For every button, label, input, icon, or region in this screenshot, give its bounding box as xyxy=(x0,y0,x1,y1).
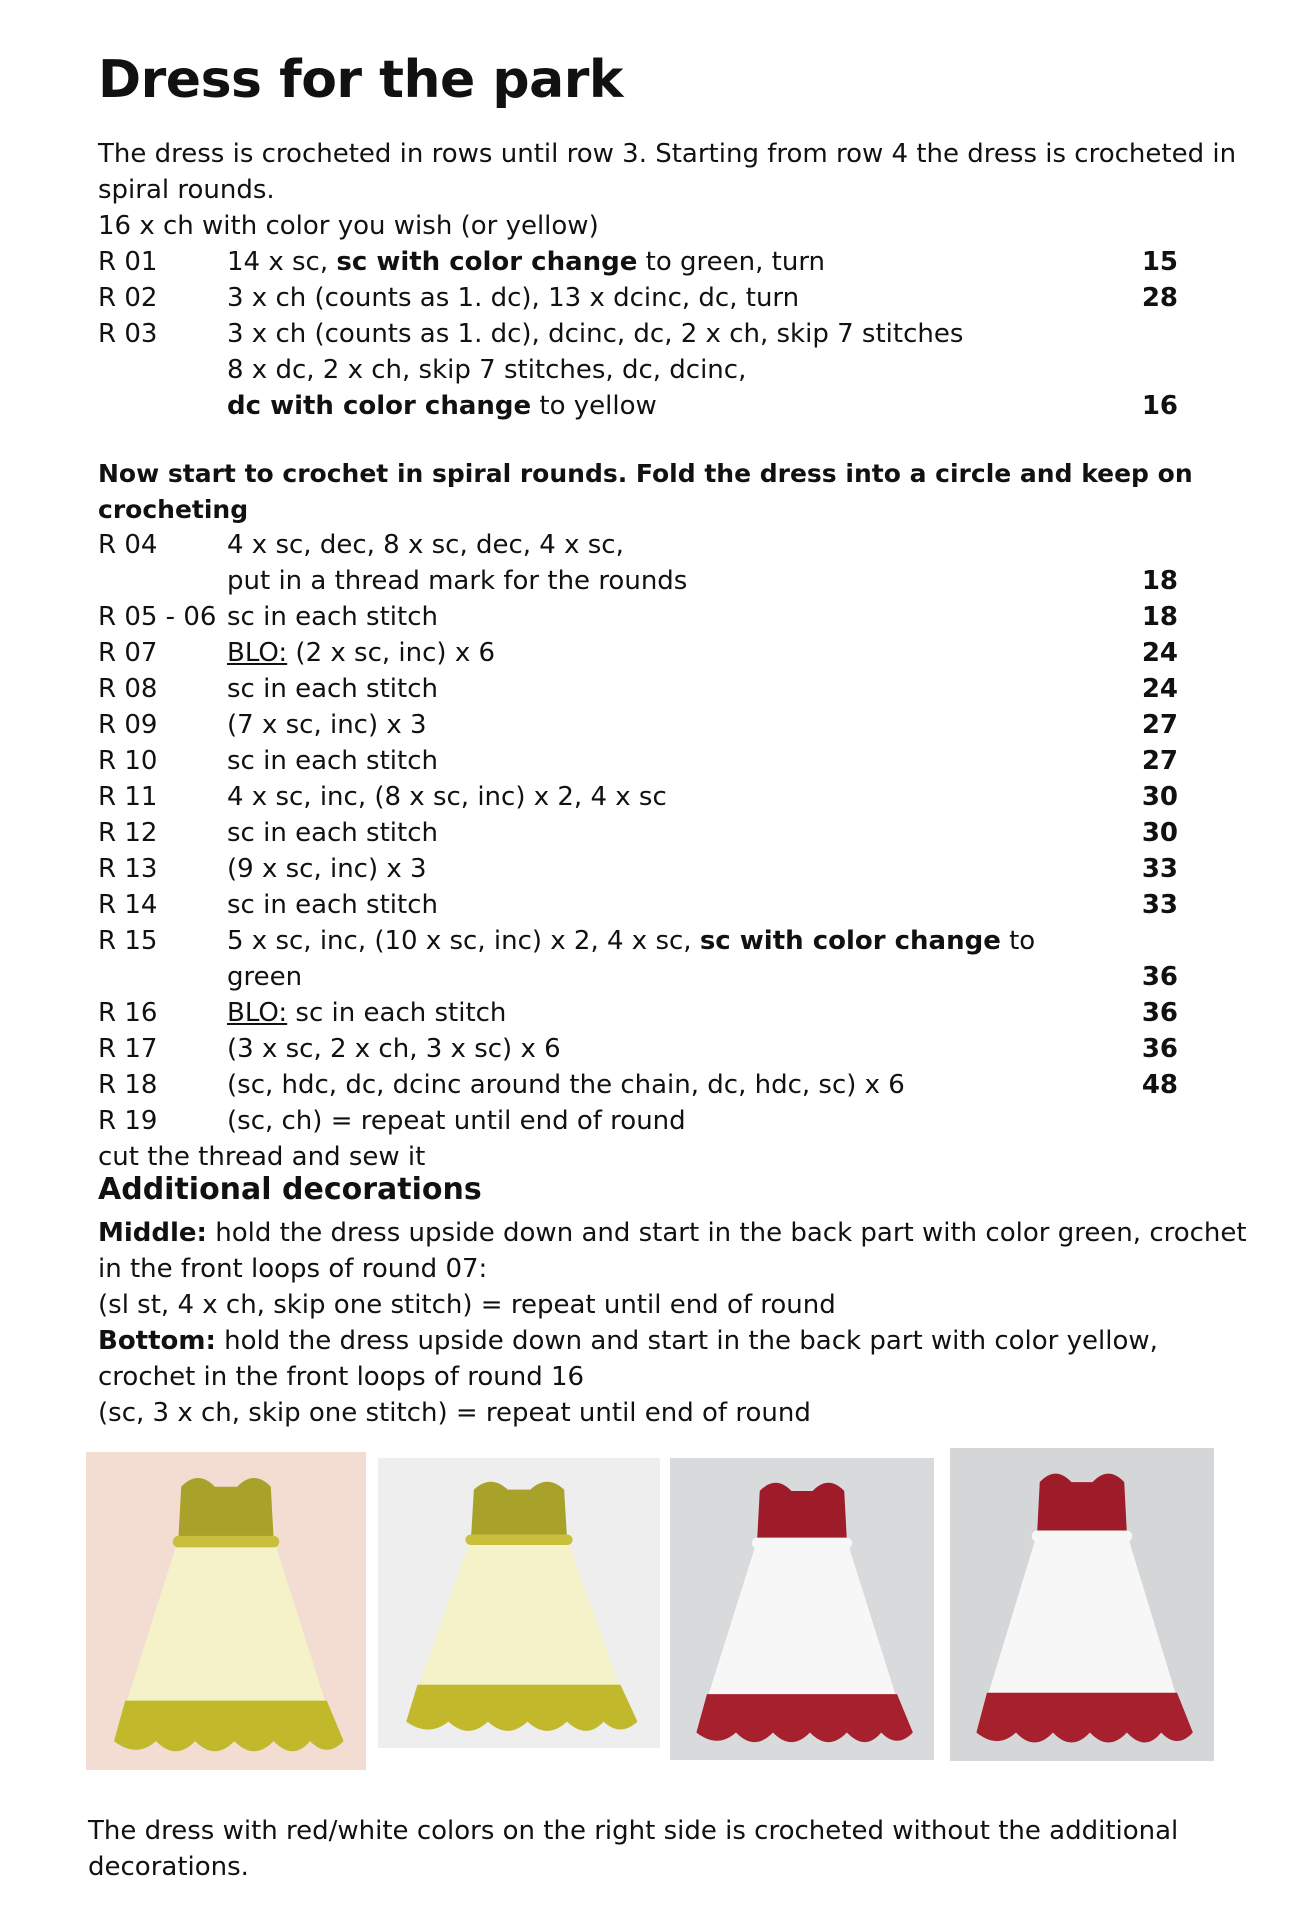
pattern-row xyxy=(98,316,1178,424)
stitch-count: 18 xyxy=(1141,566,1178,596)
row-instruction: (sc, ch) = repeat until end of round xyxy=(227,1106,686,1136)
spiral-note: Now start to crochet in spiral rounds. Fold the dress into a circle and keep on crocheting xyxy=(98,459,1193,524)
row-instruction: sc in each stitch xyxy=(227,674,438,704)
pattern-row xyxy=(98,280,1178,316)
dress-bodice xyxy=(471,1482,567,1537)
stitch-count: 28 xyxy=(1141,283,1178,313)
row-label: R 16 xyxy=(98,998,158,1028)
stitch-count: 18 xyxy=(1141,602,1178,632)
pattern-row xyxy=(98,815,1178,851)
dress-illustration xyxy=(950,1448,1214,1761)
pattern-row xyxy=(98,995,1178,1031)
bottom-label: Bottom: xyxy=(98,1326,216,1356)
dress-waistband xyxy=(465,1534,572,1545)
pattern-row xyxy=(98,1103,1178,1139)
pattern-row xyxy=(98,887,1178,923)
row-instruction: 3 x ch (counts as 1. dc), 13 x dcinc, dc, turn xyxy=(227,283,800,313)
stitch-count: 24 xyxy=(1141,674,1178,704)
dress-illustration xyxy=(670,1458,934,1760)
row-instruction: 14 x sc, sc with color change to green, turn xyxy=(227,247,826,277)
row-label: R 11 xyxy=(98,782,158,812)
stitch-count: 24 xyxy=(1141,638,1178,668)
row-label: R 08 xyxy=(98,674,158,704)
pattern-row xyxy=(98,851,1178,887)
stitch-count: 15 xyxy=(1141,247,1178,277)
row-label: R 05 - 06 xyxy=(98,602,217,632)
pattern-row xyxy=(98,671,1178,707)
photo-yellow-dress-back xyxy=(378,1458,660,1748)
row-instruction: sc in each stitch xyxy=(227,818,438,848)
pattern-row xyxy=(98,527,1178,599)
intro-line: The dress is crocheted in rows until row 3. Starting from row 4 the dress is crocheted in spiral rounds. xyxy=(98,139,1237,205)
row-label: R 10 xyxy=(98,746,158,776)
row-instruction: 4 x sc, dec, 8 x sc, dec, 4 x sc, put in a thread mark for the rounds xyxy=(227,530,688,596)
stitch-count: 27 xyxy=(1141,746,1178,776)
row-instruction: BLO: sc in each stitch xyxy=(227,998,507,1028)
row-label: R 04 xyxy=(98,530,158,560)
row-label: R 17 xyxy=(98,1034,158,1064)
row-instruction: BLO: (2 x sc, inc) x 6 xyxy=(227,638,496,668)
row-label: R 03 xyxy=(98,319,158,349)
pattern-row xyxy=(98,923,1178,995)
dress-bodice xyxy=(178,1478,273,1539)
stitch-count: 36 xyxy=(1141,1034,1178,1064)
row-instruction: sc in each stitch xyxy=(227,890,438,920)
pattern-row xyxy=(98,743,1178,779)
stitch-count: 30 xyxy=(1141,782,1178,812)
rows-part2 xyxy=(98,527,1178,1175)
row-instruction: 4 x sc, inc, (8 x sc, inc) x 2, 4 x sc xyxy=(227,782,667,812)
dress-bodice xyxy=(757,1483,847,1541)
pattern-row xyxy=(98,599,1178,635)
dress-waistband xyxy=(752,1538,852,1549)
photo-red-dress-back xyxy=(950,1448,1214,1761)
photo-caption: The dress with red/white colors on the right side is crocheted without the additional decorations. xyxy=(88,1816,1179,1882)
row-label: R 13 xyxy=(98,854,158,884)
row-instruction: 3 x ch (counts as 1. dc), dcinc, dc, 2 x ch, skip 7 stitches 8 x dc, 2 x ch, skip 7 stitches, dc, dcinc, dc with color change to yellow xyxy=(227,319,964,421)
stitch-count: 16 xyxy=(1141,391,1178,421)
row-instruction: (sc, hdc, dc, dcinc around the chain, dc, hdc, sc) x 6 xyxy=(227,1070,905,1100)
intro-line: 16 x ch with color you wish (or yellow) xyxy=(98,211,599,241)
row-instruction: sc in each stitch xyxy=(227,602,438,632)
photo-red-dress-front xyxy=(670,1458,934,1760)
pattern-row xyxy=(98,779,1178,815)
dress-bodice xyxy=(1037,1474,1127,1534)
page-title: Dress for the park xyxy=(98,50,623,110)
dress-waistband xyxy=(173,1536,279,1548)
middle-label: Middle: xyxy=(98,1218,207,1248)
finish-instruction: cut the thread and sew it xyxy=(98,1142,426,1172)
pattern-row xyxy=(98,244,1178,280)
pattern-row xyxy=(98,635,1178,671)
dress-illustration xyxy=(378,1458,660,1748)
pattern-row xyxy=(98,707,1178,743)
row-label: R 14 xyxy=(98,890,158,920)
stitch-count: 27 xyxy=(1141,710,1178,740)
intro xyxy=(98,136,1238,244)
row-label: R 02 xyxy=(98,283,158,313)
stitch-count: 30 xyxy=(1141,818,1178,848)
row-label: R 18 xyxy=(98,1070,158,1100)
additional-decorations: Middle: hold the dress upside down and start in the back part with color green, crochet in the front loops of round 07: (sl st, 4 x ch, skip one stitch) = repeat until end of round Bottom: hold the dress upside down and start in the back part with color yellow, crochet in the front loops of round 16 (sc, 3 x ch, skip one stitch) = repeat until end of round xyxy=(98,1218,1247,1428)
row-instruction: 5 x sc, inc, (10 x sc, inc) x 2, 4 x sc, sc with color change to green xyxy=(227,926,1036,992)
row-instruction: (3 x sc, 2 x ch, 3 x sc) x 6 xyxy=(227,1034,561,1064)
row-instruction: (9 x sc, inc) x 3 xyxy=(227,854,427,884)
rows-part1 xyxy=(98,244,1178,424)
dress-waistband xyxy=(1032,1531,1132,1542)
pattern-row xyxy=(98,1067,1178,1103)
row-instruction: (7 x sc, inc) x 3 xyxy=(227,710,427,740)
row-label: R 19 xyxy=(98,1106,158,1136)
additional-heading: Additional decorations xyxy=(98,1172,482,1207)
stitch-count: 33 xyxy=(1141,890,1178,920)
stitch-count: 36 xyxy=(1141,998,1178,1028)
stitch-count: 33 xyxy=(1141,854,1178,884)
stitch-count: 36 xyxy=(1141,962,1178,992)
stitch-count: 48 xyxy=(1141,1070,1178,1100)
row-label: R 15 xyxy=(98,926,158,956)
dress-illustration xyxy=(86,1452,366,1770)
row-label: R 07 xyxy=(98,638,158,668)
row-label: R 09 xyxy=(98,710,158,740)
photo-yellow-dress-front xyxy=(86,1452,366,1770)
row-label: R 12 xyxy=(98,818,158,848)
pattern-row xyxy=(98,1031,1178,1067)
row-label: R 01 xyxy=(98,247,158,277)
row-instruction: sc in each stitch xyxy=(227,746,438,776)
